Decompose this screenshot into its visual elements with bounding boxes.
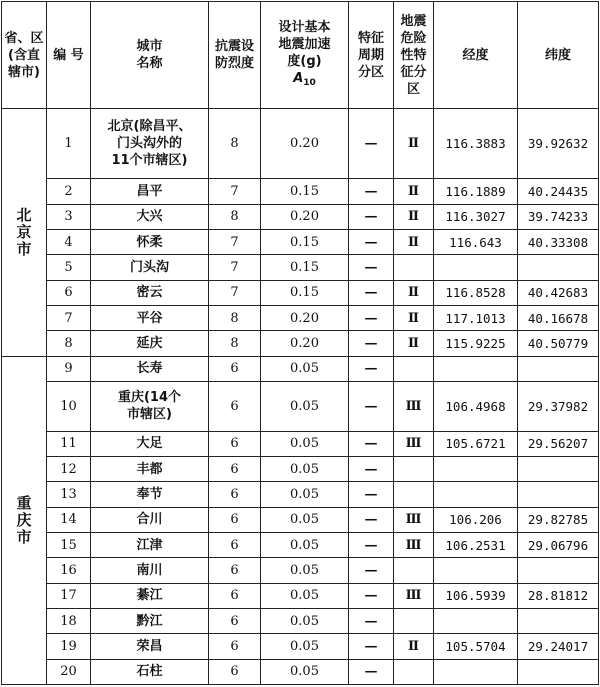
- longitude-value: 116.643: [434, 230, 518, 255]
- city-name: 大足: [91, 431, 209, 456]
- latitude-value: 40.24435: [518, 179, 599, 204]
- longitude-value: [434, 456, 518, 481]
- row-number: 11: [47, 431, 91, 456]
- city-name: 荣昌: [91, 634, 209, 659]
- period-zone-value: —: [349, 306, 394, 331]
- acceleration-value: 0.05: [261, 532, 349, 557]
- table-row: [2, 280, 599, 305]
- latitude-value: 40.33308: [518, 230, 599, 255]
- acceleration-value: 0.05: [261, 507, 349, 532]
- period-zone-value: —: [349, 532, 394, 557]
- period-zone-value: —: [349, 507, 394, 532]
- row-number: 9: [47, 356, 91, 381]
- latitude-value: 29.06796: [518, 532, 599, 557]
- longitude-value: [434, 558, 518, 583]
- period-zone-value: —: [349, 583, 394, 608]
- row-number: 7: [47, 306, 91, 331]
- row-number: 14: [47, 507, 91, 532]
- period-zone-value: —: [349, 280, 394, 305]
- row-number: 17: [47, 583, 91, 608]
- table-row: [2, 431, 599, 456]
- longitude-value: 106.2531: [434, 532, 518, 557]
- period-zone-value: —: [349, 608, 394, 633]
- period-zone-value: —: [349, 456, 394, 481]
- city-name: 江津: [91, 532, 209, 557]
- hazard-zone-value: [394, 255, 434, 280]
- longitude-value: [434, 255, 518, 280]
- period-zone-value: —: [349, 109, 394, 179]
- row-number: 3: [47, 204, 91, 229]
- row-number: 20: [47, 659, 91, 684]
- city-name: 綦江: [91, 583, 209, 608]
- row-number: 13: [47, 482, 91, 507]
- acceleration-value: 0.05: [261, 583, 349, 608]
- longitude-value: 115.9225: [434, 331, 518, 356]
- latitude-value: 28.81812: [518, 583, 599, 608]
- hazard-zone-value: Ⅱ: [394, 179, 434, 204]
- city-name: 北京(除昌平、 门头沟外的 11个市辖区): [91, 109, 209, 179]
- city-name: 奉节: [91, 482, 209, 507]
- acceleration-value: 0.05: [261, 634, 349, 659]
- table-row: [2, 634, 599, 659]
- intensity-value: 6: [209, 634, 261, 659]
- latitude-value: 29.82785: [518, 507, 599, 532]
- city-name: 重庆(14个 市辖区): [91, 382, 209, 432]
- acceleration-value: 0.15: [261, 255, 349, 280]
- hazard-zone-value: [394, 482, 434, 507]
- header-hazard-zone: 地震 危险 性特 征分 区: [394, 2, 434, 109]
- longitude-value: [434, 608, 518, 633]
- intensity-value: 8: [209, 204, 261, 229]
- acceleration-value: 0.05: [261, 382, 349, 432]
- header-city-name: 城市 名称: [91, 2, 209, 109]
- hazard-zone-value: Ⅱ: [394, 230, 434, 255]
- header-latitude: 纬度: [518, 2, 599, 109]
- acceleration-value: 0.20: [261, 204, 349, 229]
- header-row: [2, 2, 599, 109]
- header-number: 编 号: [47, 2, 91, 109]
- table-row: [2, 331, 599, 356]
- longitude-value: 116.3883: [434, 109, 518, 179]
- acceleration-value: 0.15: [261, 280, 349, 305]
- latitude-value: [518, 356, 599, 381]
- row-number: 8: [47, 331, 91, 356]
- hazard-zone-value: Ⅲ: [394, 382, 434, 432]
- latitude-value: 39.74233: [518, 204, 599, 229]
- header-acceleration: [261, 2, 349, 109]
- table-row: [2, 306, 599, 331]
- hazard-zone-value: Ⅱ: [394, 109, 434, 179]
- latitude-value: 39.92632: [518, 109, 599, 179]
- period-zone-value: —: [349, 634, 394, 659]
- intensity-value: 6: [209, 507, 261, 532]
- city-name: 平谷: [91, 306, 209, 331]
- city-name: 南川: [91, 558, 209, 583]
- longitude-value: [434, 482, 518, 507]
- table-row: [2, 255, 599, 280]
- hazard-zone-value: [394, 608, 434, 633]
- latitude-value: 29.37982: [518, 382, 599, 432]
- header-intensity: 抗震设 防烈度: [209, 2, 261, 109]
- row-number: 15: [47, 532, 91, 557]
- hazard-zone-value: Ⅱ: [394, 204, 434, 229]
- intensity-value: 8: [209, 306, 261, 331]
- longitude-value: 106.5939: [434, 583, 518, 608]
- header-period-zone: 特征 周期 分区: [349, 2, 394, 109]
- intensity-value: 6: [209, 456, 261, 481]
- period-zone-value: —: [349, 558, 394, 583]
- acceleration-value: 0.05: [261, 659, 349, 684]
- intensity-value: 8: [209, 109, 261, 179]
- table-row: [2, 204, 599, 229]
- longitude-value: [434, 659, 518, 684]
- latitude-value: [518, 456, 599, 481]
- longitude-value: 117.1013: [434, 306, 518, 331]
- intensity-value: 6: [209, 659, 261, 684]
- row-number: 19: [47, 634, 91, 659]
- hazard-zone-value: Ⅲ: [394, 431, 434, 456]
- intensity-value: 6: [209, 382, 261, 432]
- hazard-zone-value: [394, 659, 434, 684]
- acceleration-value: 0.05: [261, 608, 349, 633]
- intensity-value: 6: [209, 558, 261, 583]
- latitude-value: [518, 558, 599, 583]
- latitude-value: 29.24017: [518, 634, 599, 659]
- table-row: [2, 532, 599, 557]
- table-row: [2, 356, 599, 381]
- intensity-value: 7: [209, 255, 261, 280]
- table-row: [2, 482, 599, 507]
- longitude-value: 116.1889: [434, 179, 518, 204]
- acceleration-value: 0.05: [261, 558, 349, 583]
- hazard-zone-value: Ⅱ: [394, 306, 434, 331]
- row-number: 4: [47, 230, 91, 255]
- hazard-zone-value: [394, 356, 434, 381]
- city-name: 石柱: [91, 659, 209, 684]
- period-zone-value: —: [349, 230, 394, 255]
- hazard-zone-value: Ⅱ: [394, 331, 434, 356]
- period-zone-value: —: [349, 331, 394, 356]
- acceleration-value: 0.05: [261, 482, 349, 507]
- table-body: [2, 109, 599, 685]
- hazard-zone-value: [394, 558, 434, 583]
- acceleration-value: 0.15: [261, 179, 349, 204]
- row-number: 12: [47, 456, 91, 481]
- period-zone-value: —: [349, 356, 394, 381]
- row-number: 18: [47, 608, 91, 633]
- city-name: 密云: [91, 280, 209, 305]
- latitude-value: [518, 255, 599, 280]
- intensity-value: 6: [209, 532, 261, 557]
- intensity-value: 7: [209, 230, 261, 255]
- intensity-value: 6: [209, 431, 261, 456]
- intensity-value: 7: [209, 280, 261, 305]
- header-acceleration-subscript: 10: [303, 77, 316, 88]
- acceleration-value: 0.05: [261, 356, 349, 381]
- city-name: 黔江: [91, 608, 209, 633]
- longitude-value: 106.206: [434, 507, 518, 532]
- city-name: 门头沟: [91, 255, 209, 280]
- intensity-value: 6: [209, 583, 261, 608]
- acceleration-value: 0.20: [261, 306, 349, 331]
- latitude-value: [518, 608, 599, 633]
- province-cell: 重 庆 市: [2, 356, 47, 684]
- city-name: 合川: [91, 507, 209, 532]
- row-number: 6: [47, 280, 91, 305]
- latitude-value: 40.42683: [518, 280, 599, 305]
- header-acceleration-symbol: A: [293, 70, 304, 86]
- latitude-value: 29.56207: [518, 431, 599, 456]
- acceleration-value: 0.05: [261, 456, 349, 481]
- longitude-value: 106.4968: [434, 382, 518, 432]
- row-number: 16: [47, 558, 91, 583]
- seismic-parameter-table: [1, 1, 599, 685]
- longitude-value: 116.8528: [434, 280, 518, 305]
- hazard-zone-value: Ⅲ: [394, 583, 434, 608]
- latitude-value: [518, 482, 599, 507]
- hazard-zone-value: Ⅲ: [394, 507, 434, 532]
- period-zone-value: —: [349, 482, 394, 507]
- table-row: [2, 382, 599, 432]
- table-row: [2, 558, 599, 583]
- table-row: [2, 608, 599, 633]
- header-longitude: 经度: [434, 2, 518, 109]
- period-zone-value: —: [349, 659, 394, 684]
- city-name: 延庆: [91, 331, 209, 356]
- table-row: [2, 109, 599, 179]
- period-zone-value: —: [349, 204, 394, 229]
- row-number: 1: [47, 109, 91, 179]
- hazard-zone-value: Ⅱ: [394, 280, 434, 305]
- period-zone-value: —: [349, 431, 394, 456]
- period-zone-value: —: [349, 255, 394, 280]
- row-number: 5: [47, 255, 91, 280]
- intensity-value: 6: [209, 608, 261, 633]
- header-province: 省、区 (含直 辖市): [2, 2, 47, 109]
- province-cell: 北 京 市: [2, 109, 47, 357]
- longitude-value: [434, 356, 518, 381]
- acceleration-value: 0.20: [261, 109, 349, 179]
- longitude-value: 105.5704: [434, 634, 518, 659]
- table-row: [2, 230, 599, 255]
- period-zone-value: —: [349, 179, 394, 204]
- city-name: 怀柔: [91, 230, 209, 255]
- table-row: [2, 583, 599, 608]
- hazard-zone-value: Ⅲ: [394, 532, 434, 557]
- period-zone-value: —: [349, 382, 394, 432]
- longitude-value: 105.6721: [434, 431, 518, 456]
- latitude-value: 40.50779: [518, 331, 599, 356]
- latitude-value: [518, 659, 599, 684]
- intensity-value: 8: [209, 331, 261, 356]
- city-name: 长寿: [91, 356, 209, 381]
- hazard-zone-value: [394, 456, 434, 481]
- latitude-value: 40.16678: [518, 306, 599, 331]
- intensity-value: 6: [209, 482, 261, 507]
- city-name: 昌平: [91, 179, 209, 204]
- acceleration-value: 0.20: [261, 331, 349, 356]
- city-name: 大兴: [91, 204, 209, 229]
- table-row: [2, 179, 599, 204]
- intensity-value: 7: [209, 179, 261, 204]
- intensity-value: 6: [209, 356, 261, 381]
- acceleration-value: 0.15: [261, 230, 349, 255]
- row-number: 2: [47, 179, 91, 204]
- table-row: [2, 507, 599, 532]
- city-name: 丰都: [91, 456, 209, 481]
- hazard-zone-value: Ⅱ: [394, 634, 434, 659]
- table-row: [2, 456, 599, 481]
- header-acceleration-label: 设计基本 地震加速 度(g): [278, 19, 331, 69]
- longitude-value: 116.3027: [434, 204, 518, 229]
- table-row: [2, 659, 599, 684]
- row-number: 10: [47, 382, 91, 432]
- acceleration-value: 0.05: [261, 431, 349, 456]
